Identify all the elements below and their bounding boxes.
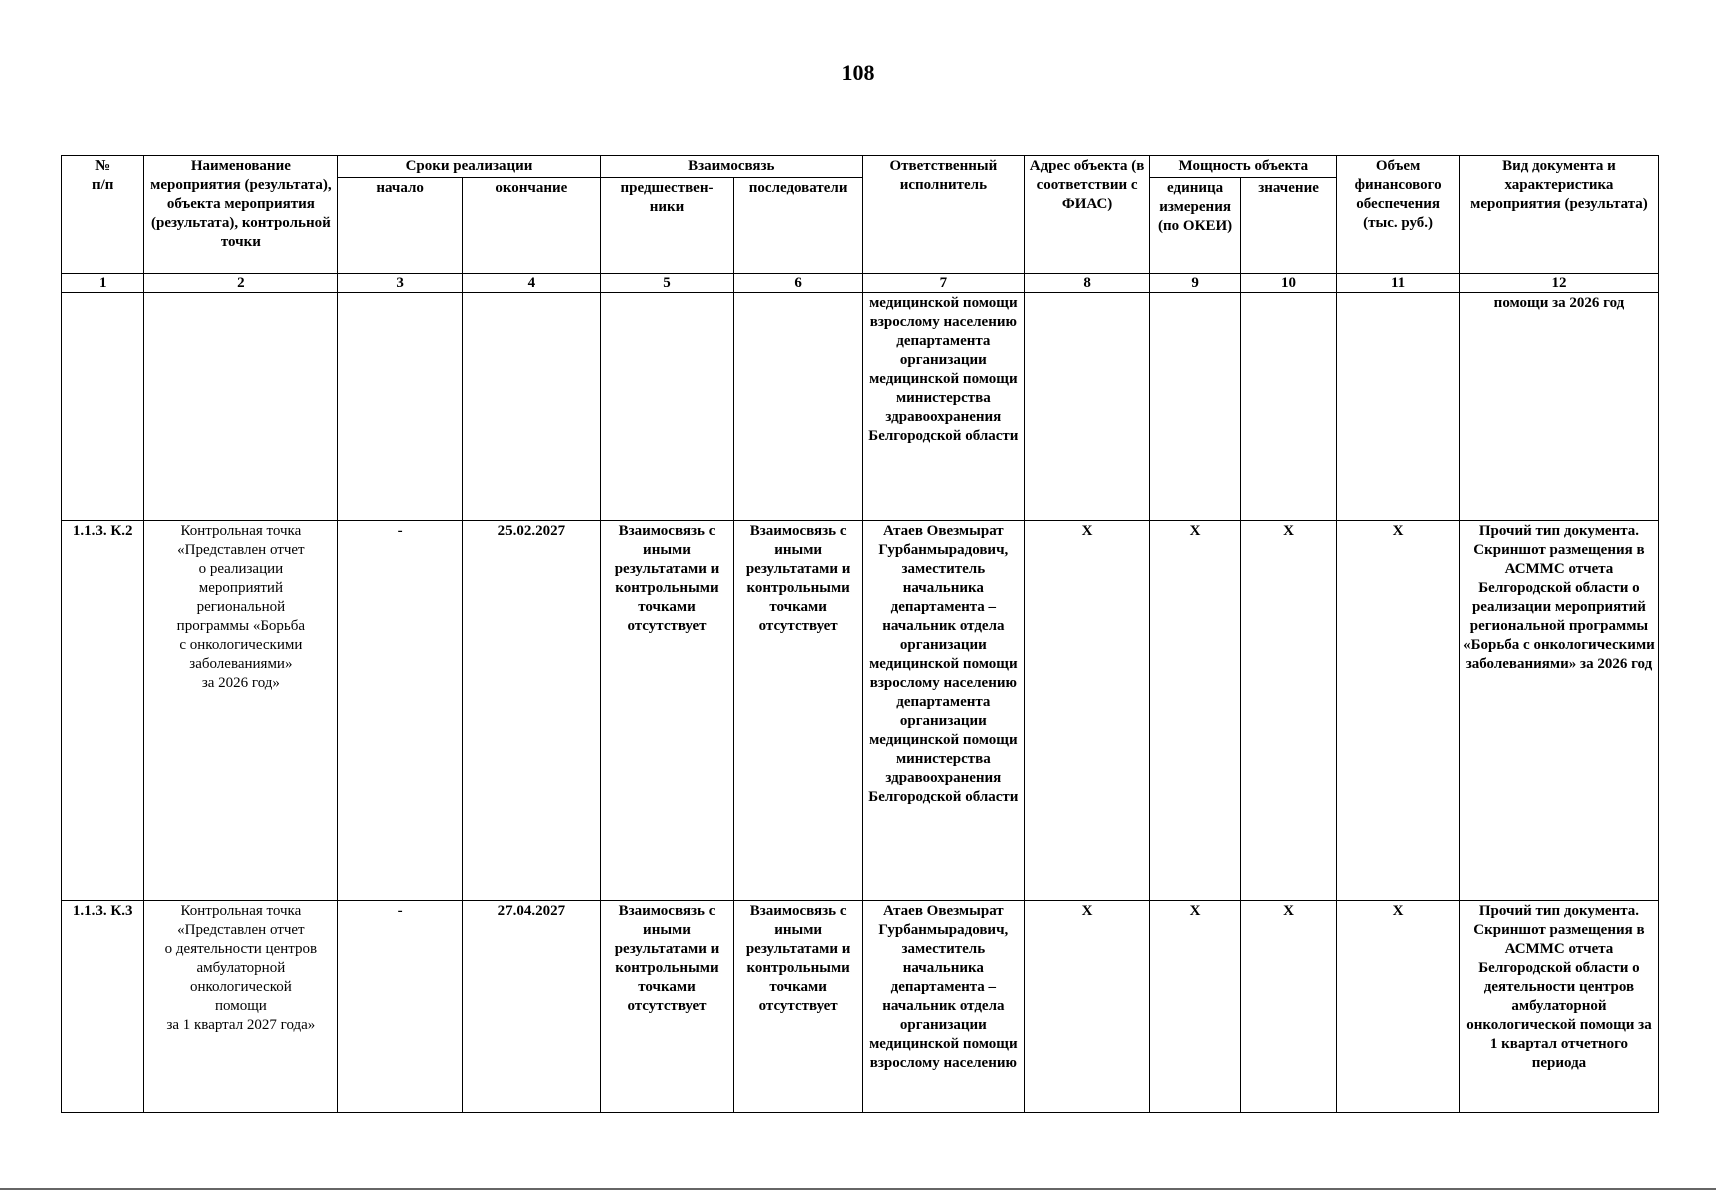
header-successors: последователи (734, 178, 863, 274)
header-predecessors: предшествен- ники (600, 178, 734, 274)
cell-doc: Прочий тип документа. Скриншот размещения в АСММС отчета Белгородской области о деятельности центров амбулаторной онкологической помощи за 1 квартал отчетного периода (1459, 901, 1658, 1113)
cell-finance: Х (1337, 901, 1460, 1113)
header-finance: Объем финансового обеспечения (тыс. руб.) (1337, 156, 1460, 274)
cell-unit: Х (1150, 521, 1240, 901)
table-row (62, 521, 1659, 901)
cell-end (462, 293, 600, 521)
header-value: значение (1240, 178, 1336, 274)
header-responsible: Ответственный исполнитель (862, 156, 1024, 274)
header-relation: Взаимосвязь (600, 156, 862, 178)
header-capacity: Мощность объекта (1150, 156, 1337, 178)
cell-num (62, 293, 144, 521)
table-row (62, 901, 1659, 1113)
column-number: 8 (1024, 274, 1150, 293)
column-number: 3 (338, 274, 463, 293)
header-end: окончание (462, 178, 600, 274)
cell-num: 1.1.3. К.2 (62, 521, 144, 901)
cell-successors (734, 293, 863, 521)
cell-predecessors: Взаимосвязь с иными результатами и контрольными точками отсутствует (600, 521, 734, 901)
header-name: Наименование мероприятия (результата), объекта мероприятия (результата), контрольной точки (144, 156, 338, 274)
column-number: 6 (734, 274, 863, 293)
column-number: 4 (462, 274, 600, 293)
cell-responsible: Атаев Овезмырат Гурбанмырадович, заместитель начальника департамента – начальник отдела организации медицинской помощи взрослому населению (862, 901, 1024, 1113)
cell-name: Контрольная точка «Представлен отчет о деятельности центров амбулаторной онкологической помощи за 1 квартал 2027 года» (144, 901, 338, 1113)
column-number: 9 (1150, 274, 1240, 293)
header-address: Адрес объекта (в соответствии с ФИАС) (1024, 156, 1150, 274)
column-number: 10 (1240, 274, 1336, 293)
column-number: 11 (1337, 274, 1460, 293)
cell-num: 1.1.3. К.3 (62, 901, 144, 1113)
cell-predecessors (600, 293, 734, 521)
cell-start (338, 293, 463, 521)
cell-unit: Х (1150, 901, 1240, 1113)
cell-responsible: медицинской помощи взрослому населению департамента организации медицинской помощи министерства здравоохранения Белгородской области (862, 293, 1024, 521)
column-number: 5 (600, 274, 734, 293)
header-unit: единица измерения (по ОКЕИ) (1150, 178, 1240, 274)
header-num: № п/п (62, 156, 144, 274)
column-number: 2 (144, 274, 338, 293)
cell-doc: Прочий тип документа. Скриншот размещения в АСММС отчета Белгородской области о реализации мероприятий региональной программы «Борьба с онкологическими заболеваниями» за 2026 год (1459, 521, 1658, 901)
cell-doc: помощи за 2026 год (1459, 293, 1658, 521)
cell-end: 27.04.2027 (462, 901, 600, 1113)
cell-unit (1150, 293, 1240, 521)
cell-end: 25.02.2027 (462, 521, 600, 901)
cell-successors: Взаимосвязь с иными результатами и контрольными точками отсутствует (734, 521, 863, 901)
header-row-1 (62, 156, 1659, 178)
header-terms: Сроки реализации (338, 156, 600, 178)
cell-name: Контрольная точка «Представлен отчет о реализации мероприятий региональной программы «Борьба с онкологическими заболеваниями» за 2026 год» (144, 521, 338, 901)
cell-name (144, 293, 338, 521)
activity-plan-table (61, 155, 1659, 1113)
header-start: начало (338, 178, 463, 274)
cell-start: - (338, 901, 463, 1113)
header-doc: Вид документа и характеристика мероприятия (результата) (1459, 156, 1658, 274)
cell-finance: Х (1337, 521, 1460, 901)
cell-address: Х (1024, 521, 1150, 901)
column-numbers-row (62, 274, 1659, 293)
column-number: 1 (62, 274, 144, 293)
page-number: 108 (841, 60, 875, 85)
cell-value (1240, 293, 1336, 521)
cell-address (1024, 293, 1150, 521)
column-number: 7 (862, 274, 1024, 293)
cell-value: Х (1240, 901, 1336, 1113)
cell-finance (1337, 293, 1460, 521)
cell-successors: Взаимосвязь с иными результатами и контрольными точками отсутствует (734, 901, 863, 1113)
cell-address: Х (1024, 901, 1150, 1113)
scan-bottom-edge (0, 1188, 1716, 1190)
cell-predecessors: Взаимосвязь с иными результатами и контрольными точками отсутствует (600, 901, 734, 1113)
cell-responsible: Атаев Овезмырат Гурбанмырадович, заместитель начальника департамента – начальник отдела организации медицинской помощи взрослому населению департамента организации медицинской помощи министерства здравоохранения Белгородской области (862, 521, 1024, 901)
table-row (62, 293, 1659, 521)
cell-value: Х (1240, 521, 1336, 901)
cell-start: - (338, 521, 463, 901)
column-number: 12 (1459, 274, 1658, 293)
